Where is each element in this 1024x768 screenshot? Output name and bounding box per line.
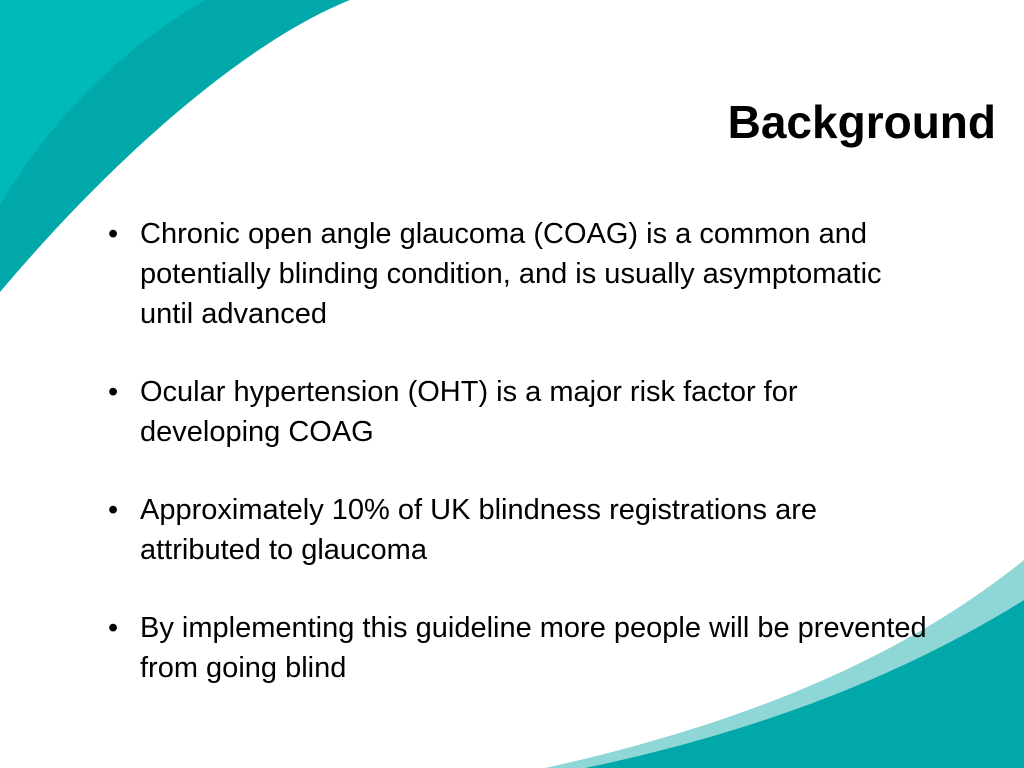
bullet-marker: • bbox=[108, 612, 119, 644]
bullet-text: By implementing this guideline more people will be prevented from going blind bbox=[140, 612, 927, 684]
bullet-list bbox=[108, 214, 938, 726]
bullet-item bbox=[108, 490, 938, 570]
bullet-text: Approximately 10% of UK blindness registrations are attributed to glaucoma bbox=[140, 494, 817, 566]
bullet-marker: • bbox=[108, 494, 119, 526]
bullet-marker: • bbox=[108, 376, 119, 408]
bullet-marker: • bbox=[108, 218, 119, 250]
bullet-text: Ocular hypertension (OHT) is a major risk factor for developing COAG bbox=[140, 376, 798, 448]
slide-title: Background bbox=[727, 96, 996, 148]
bullet-item bbox=[108, 608, 938, 688]
bullet-item bbox=[108, 372, 938, 452]
bullet-item bbox=[108, 214, 938, 334]
bullet-text: Chronic open angle glaucoma (COAG) is a common and potentially blinding condition, and is usually asymptomatic until advanced bbox=[140, 218, 882, 330]
